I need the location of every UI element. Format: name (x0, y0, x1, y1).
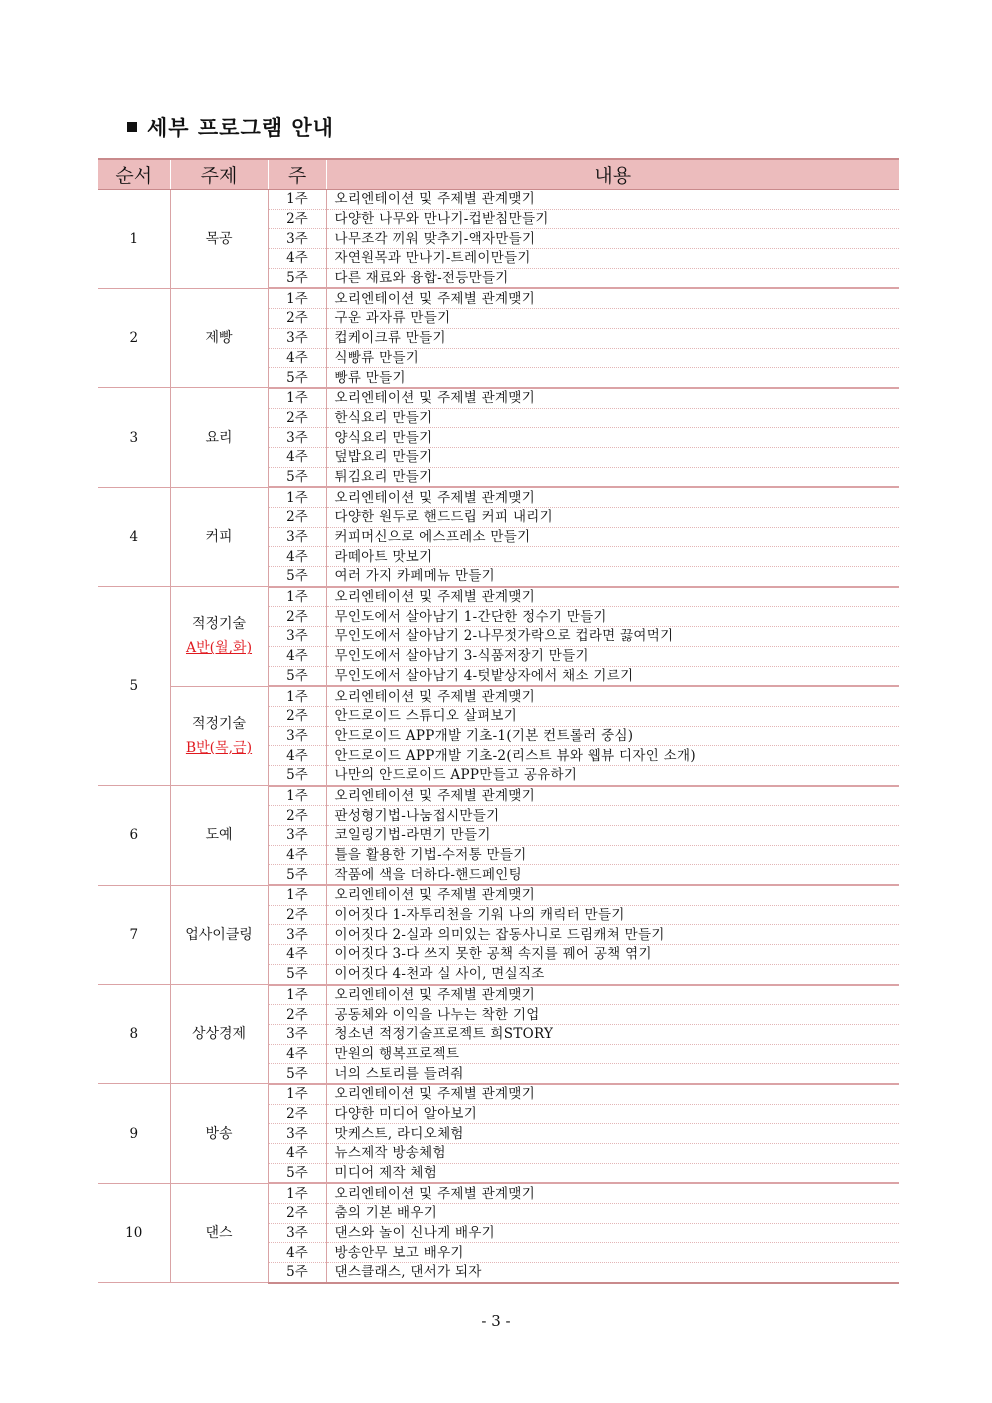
content-cell: 덮밥요리 만들기 (326, 447, 899, 467)
week-cell: 4주 (268, 249, 326, 269)
week-cell: 2주 (268, 1104, 326, 1124)
week-cell: 1주 (268, 487, 326, 507)
content-cell: 다양한 나무와 만나기-컵받침만들기 (326, 209, 899, 229)
content-cell: 컵케이크류 만들기 (326, 328, 899, 348)
content-cell: 무인도에서 살아남기 2-나무젓가락으로 컵라면 끓여먹기 (326, 627, 899, 647)
content-cell: 안드로이드 APP개발 기초-2(리스트 뷰와 웹뷰 디자인 소개) (326, 746, 899, 766)
content-cell: 청소년 적정기술프로젝트 희STORY (326, 1024, 899, 1044)
content-cell: 양식요리 만들기 (326, 428, 899, 448)
content-cell: 이어짓다 3-다 쓰지 못한 공책 속지를 꿰어 공책 엮기 (326, 945, 899, 965)
header-topic: 주제 (170, 159, 268, 190)
week-cell: 3주 (268, 527, 326, 547)
week-cell: 5주 (268, 1163, 326, 1183)
week-cell: 1주 (268, 786, 326, 806)
content-cell: 안드로이드 스튜디오 살펴보기 (326, 706, 899, 726)
content-cell: 댄스와 놀이 신나게 배우기 (326, 1223, 899, 1243)
week-cell: 3주 (268, 925, 326, 945)
week-cell: 4주 (268, 348, 326, 368)
content-cell: 빵류 만들기 (326, 368, 899, 388)
topic-cell (170, 1183, 268, 1282)
week-cell: 5주 (268, 865, 326, 885)
topic-cell (170, 190, 268, 289)
topic-label: 방송 (205, 1125, 233, 1142)
week-cell: 4주 (268, 447, 326, 467)
content-cell: 오리엔테이션 및 주제별 관계맺기 (326, 786, 899, 806)
topic-cell (170, 1084, 268, 1183)
order-cell: 4 (98, 487, 170, 586)
week-cell: 3주 (268, 1024, 326, 1044)
topic-cell (170, 587, 268, 686)
order-cell: 2 (98, 288, 170, 387)
topic-cell (170, 686, 268, 785)
page-title-text: 세부 프로그램 안내 (147, 116, 334, 140)
content-cell: 커피머신으로 에스프레소 만들기 (326, 527, 899, 547)
topic-label: 업사이클링 (185, 926, 253, 943)
content-cell: 이어짓다 1-자투리천을 기워 나의 캐릭터 만들기 (326, 905, 899, 925)
content-cell: 작품에 색을 더하다-핸드페인팅 (326, 865, 899, 885)
class-schedule-link[interactable]: B반(목,금) (185, 739, 253, 756)
content-cell: 이어짓다 2-실과 의미있는 잡동사니로 드림캐쳐 만들기 (326, 925, 899, 945)
table-row (98, 388, 899, 408)
topic-cell (170, 786, 268, 885)
order-cell: 10 (98, 1183, 170, 1282)
week-cell: 3주 (268, 826, 326, 846)
table-row (98, 786, 899, 806)
order-cell: 1 (98, 190, 170, 289)
content-cell: 오리엔테이션 및 주제별 관계맺기 (326, 487, 899, 507)
topic-cell (170, 288, 268, 387)
order-cell: 6 (98, 786, 170, 885)
header-content: 내용 (326, 159, 899, 190)
content-cell: 안드로이드 APP개발 기초-1(기본 컨트롤러 중심) (326, 726, 899, 746)
table-row (98, 985, 899, 1005)
week-cell: 4주 (268, 845, 326, 865)
table-row (98, 1084, 899, 1104)
content-cell: 댄스클래스, 댄서가 되자 (326, 1263, 899, 1283)
week-cell: 3주 (268, 229, 326, 249)
week-cell: 4주 (268, 1144, 326, 1164)
page-title (127, 112, 334, 142)
week-cell: 3주 (268, 627, 326, 647)
week-cell: 1주 (268, 288, 326, 308)
order-cell: 8 (98, 985, 170, 1084)
table-row (98, 587, 899, 607)
week-cell: 4주 (268, 547, 326, 567)
table-row (98, 487, 899, 507)
content-cell: 무인도에서 살아남기 1-간단한 정수기 만들기 (326, 607, 899, 627)
week-cell: 1주 (268, 388, 326, 408)
week-cell: 1주 (268, 1084, 326, 1104)
content-cell: 여러 가지 카페메뉴 만들기 (326, 567, 899, 587)
class-schedule-link[interactable]: A반(월,화) (185, 640, 253, 657)
week-cell: 2주 (268, 905, 326, 925)
content-cell: 만원의 행복프로젝트 (326, 1044, 899, 1064)
week-cell: 2주 (268, 607, 326, 627)
content-cell: 자연원목과 만나기-트레이만들기 (326, 249, 899, 269)
content-cell: 오리엔테이션 및 주제별 관계맺기 (326, 190, 899, 210)
content-cell: 한식요리 만들기 (326, 408, 899, 428)
week-cell: 4주 (268, 1044, 326, 1064)
content-cell: 뉴스제작 방송체험 (326, 1144, 899, 1164)
order-cell: 5 (98, 587, 170, 786)
table-row (98, 885, 899, 905)
content-cell: 맛케스트, 라디오체험 (326, 1124, 899, 1144)
header-order: 순서 (98, 159, 170, 190)
topic-label: 도예 (205, 827, 233, 844)
week-cell: 4주 (268, 746, 326, 766)
content-cell: 판성형기법-나눔접시만들기 (326, 806, 899, 826)
week-cell: 3주 (268, 1124, 326, 1144)
content-cell: 오리엔테이션 및 주제별 관계맺기 (326, 288, 899, 308)
week-cell: 3주 (268, 1223, 326, 1243)
week-cell: 5주 (268, 467, 326, 487)
week-cell: 1주 (268, 587, 326, 607)
content-cell: 라떼아트 맛보기 (326, 547, 899, 567)
content-cell: 무인도에서 살아남기 3-식품저장기 만들기 (326, 646, 899, 666)
topic-cell (170, 985, 268, 1084)
table-body (98, 190, 899, 1283)
content-cell: 너의 스토리를 들려줘 (326, 1064, 899, 1084)
week-cell: 3주 (268, 428, 326, 448)
content-cell: 다른 재료와 융합-전등만들기 (326, 268, 899, 288)
table-row (98, 288, 899, 308)
topic-label: 적정기술 (191, 715, 247, 732)
week-cell: 5주 (268, 268, 326, 288)
content-cell: 코일링기법-라면기 만들기 (326, 826, 899, 846)
topic-label: 적정기술 (191, 616, 247, 633)
topic-label: 제빵 (205, 330, 233, 347)
content-cell: 미디어 제작 체험 (326, 1163, 899, 1183)
table-header-row (98, 159, 899, 190)
program-table (98, 158, 899, 1284)
week-cell: 1주 (268, 190, 326, 210)
topic-label: 커피 (205, 529, 233, 546)
week-cell: 2주 (268, 706, 326, 726)
table-row (98, 190, 899, 210)
content-cell: 식빵류 만들기 (326, 348, 899, 368)
content-cell: 오리엔테이션 및 주제별 관계맺기 (326, 885, 899, 905)
content-cell: 나만의 안드로이드 APP만들고 공유하기 (326, 765, 899, 785)
table-row (98, 1183, 899, 1203)
week-cell: 2주 (268, 309, 326, 329)
week-cell: 5주 (268, 964, 326, 984)
content-cell: 춤의 기본 배우기 (326, 1204, 899, 1224)
week-cell: 2주 (268, 508, 326, 528)
content-cell: 오리엔테이션 및 주제별 관계맺기 (326, 985, 899, 1005)
week-cell: 1주 (268, 686, 326, 706)
week-cell: 1주 (268, 885, 326, 905)
content-cell: 오리엔테이션 및 주제별 관계맺기 (326, 686, 899, 706)
week-cell: 2주 (268, 1005, 326, 1025)
topic-label: 댄스 (205, 1225, 233, 1242)
topic-label: 상상경제 (191, 1026, 247, 1043)
content-cell: 다양한 원두로 핸드드립 커피 내리기 (326, 508, 899, 528)
table-row (98, 686, 899, 706)
header-week: 주 (268, 159, 326, 190)
content-cell: 오리엔테이션 및 주제별 관계맺기 (326, 587, 899, 607)
content-cell: 구운 과자류 만들기 (326, 309, 899, 329)
topic-cell (170, 487, 268, 586)
week-cell: 2주 (268, 209, 326, 229)
content-cell: 이어짓다 4-천과 실 사이, 면실직조 (326, 964, 899, 984)
week-cell: 1주 (268, 1183, 326, 1203)
week-cell: 2주 (268, 408, 326, 428)
content-cell: 오리엔테이션 및 주제별 관계맺기 (326, 1084, 899, 1104)
content-cell: 틀을 활용한 기법-수저통 만들기 (326, 845, 899, 865)
content-cell: 방송안무 보고 배우기 (326, 1243, 899, 1263)
week-cell: 2주 (268, 1204, 326, 1224)
week-cell: 2주 (268, 806, 326, 826)
square-bullet-icon (127, 122, 137, 132)
topic-label: 요리 (205, 429, 233, 446)
week-cell: 3주 (268, 726, 326, 746)
week-cell: 5주 (268, 765, 326, 785)
week-cell: 1주 (268, 985, 326, 1005)
order-cell: 7 (98, 885, 170, 984)
content-cell: 튀김요리 만들기 (326, 467, 899, 487)
week-cell: 4주 (268, 945, 326, 965)
week-cell: 5주 (268, 567, 326, 587)
week-cell: 5주 (268, 1064, 326, 1084)
content-cell: 무인도에서 살아남기 4-텃밭상자에서 채소 기르기 (326, 666, 899, 686)
week-cell: 3주 (268, 328, 326, 348)
content-cell: 나무조각 끼워 맞추기-액자만들기 (326, 229, 899, 249)
week-cell: 4주 (268, 1243, 326, 1263)
week-cell: 4주 (268, 646, 326, 666)
topic-cell (170, 885, 268, 984)
topic-label: 목공 (205, 230, 233, 247)
order-cell: 9 (98, 1084, 170, 1183)
week-cell: 5주 (268, 1263, 326, 1283)
content-cell: 오리엔테이션 및 주제별 관계맺기 (326, 388, 899, 408)
page-number: - 3 - (481, 1312, 511, 1330)
topic-cell (170, 388, 268, 487)
week-cell: 5주 (268, 368, 326, 388)
content-cell: 공동체와 이익을 나누는 착한 기업 (326, 1005, 899, 1025)
order-cell: 3 (98, 388, 170, 487)
week-cell: 5주 (268, 666, 326, 686)
content-cell: 다양한 미디어 알아보기 (326, 1104, 899, 1124)
content-cell: 오리엔테이션 및 주제별 관계맺기 (326, 1183, 899, 1203)
